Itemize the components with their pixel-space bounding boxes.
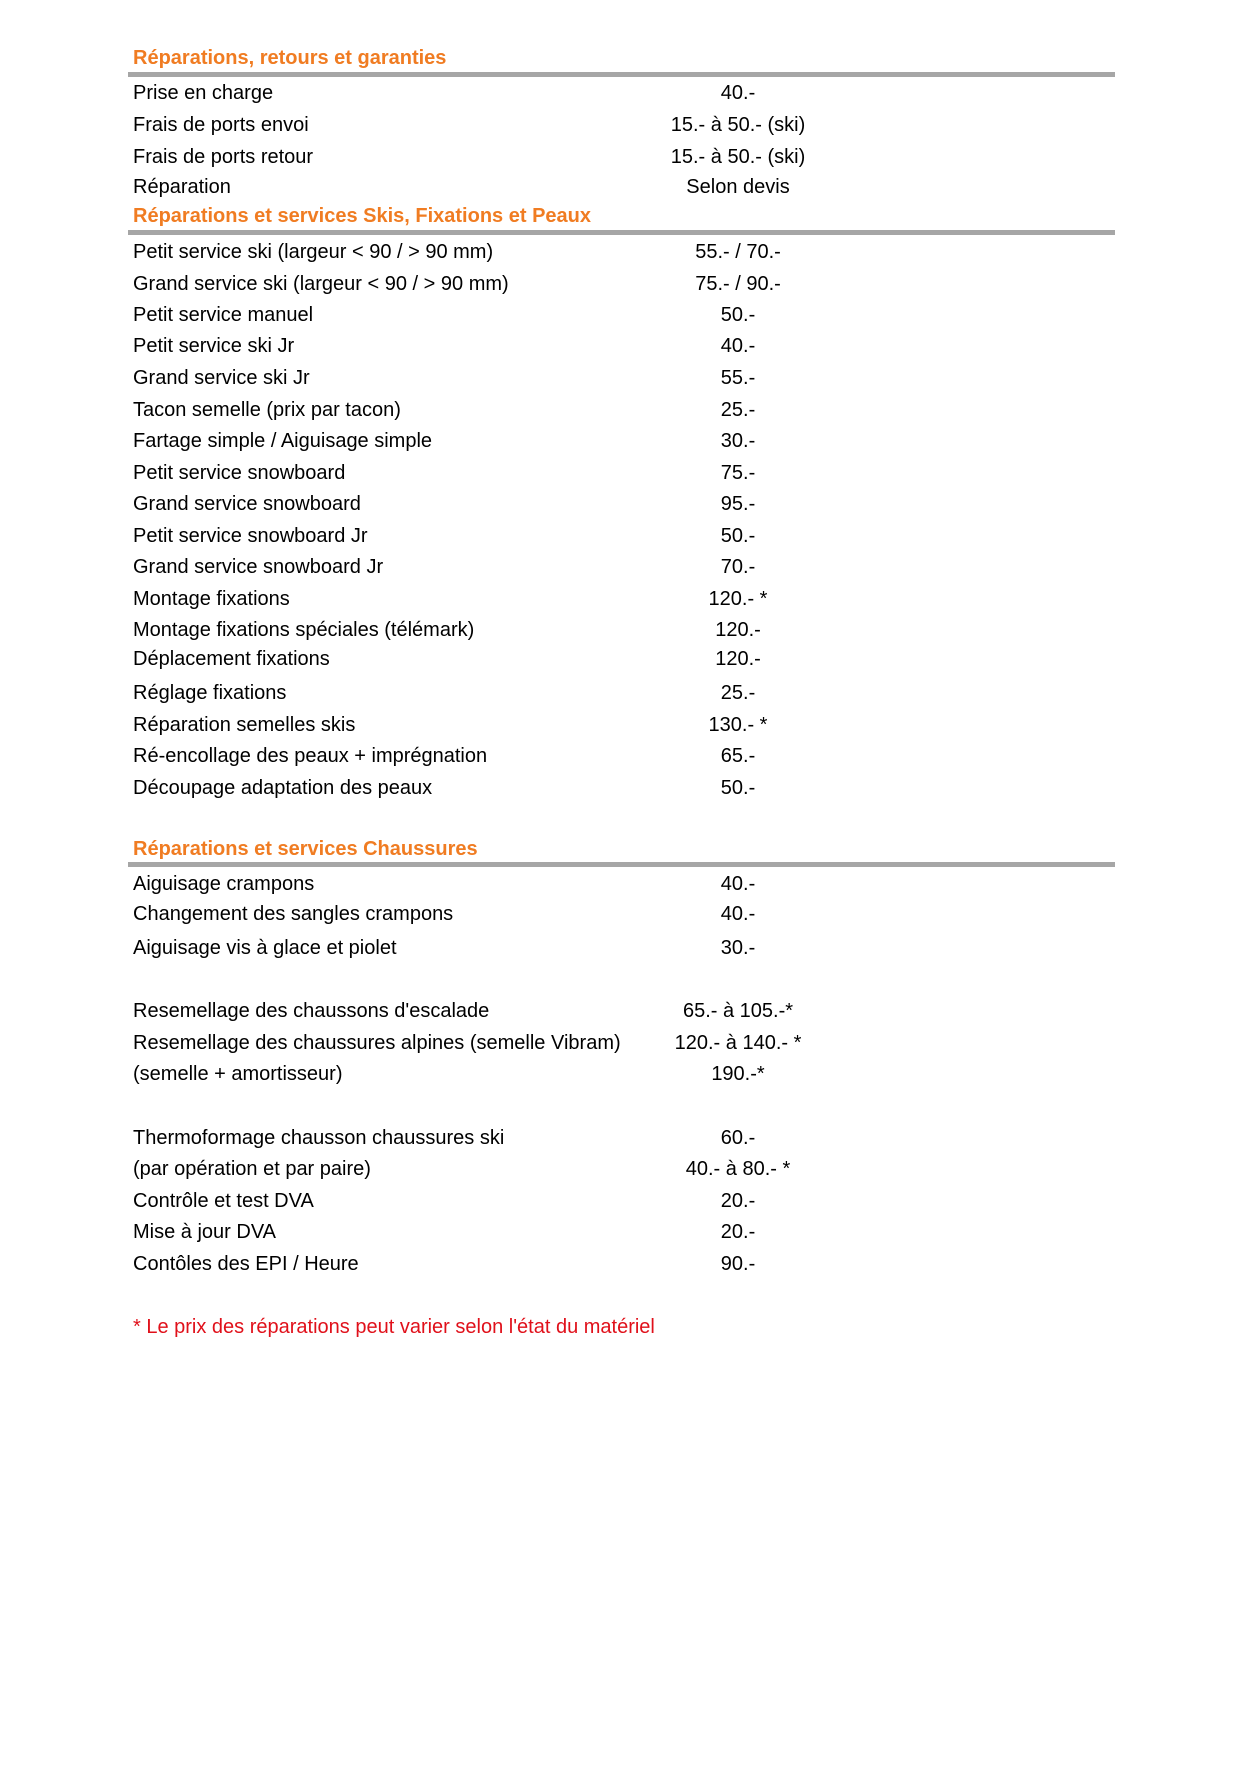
service-label: Fartage simple / Aiguisage simple [133,430,433,452]
service-price: 15.- à 50.- (ski) [670,114,806,136]
service-price: 55.- / 70.- [695,241,781,263]
service-price: 50.- [720,304,756,326]
service-label: Petit service manuel [133,304,314,326]
service-label: Réparation [133,176,231,198]
price-row [0,646,1259,672]
service-label: Grand service ski Jr [133,367,310,389]
price-row [0,80,1259,106]
service-label: (semelle + amortisseur) [133,1063,343,1085]
service-price: 75.- [720,462,756,484]
service-label: Petit service snowboard Jr [133,525,368,547]
service-label: Aiguisage vis à glace et piolet [133,937,397,959]
price-row [0,1061,1259,1087]
price-row [0,491,1259,517]
price-row [0,554,1259,580]
service-price: 40.- à 80.- * [685,1158,791,1180]
price-row [0,1156,1259,1182]
service-price: 15.- à 50.- (ski) [670,146,806,168]
price-row [0,428,1259,454]
service-label: Thermoformage chausson chaussures ski [133,1127,505,1149]
service-price: 90.- [720,1253,756,1275]
price-row [0,112,1259,138]
service-label: Grand service snowboard [133,493,361,515]
price-row [0,871,1259,897]
section-divider [128,230,1115,235]
service-price: 120.- [715,648,761,670]
service-price: 120.- [715,619,761,641]
price-row [0,1188,1259,1214]
price-row [0,1030,1259,1056]
price-row [0,998,1259,1024]
price-row [0,397,1259,423]
service-price: 25.- [720,682,756,704]
price-row [0,271,1259,297]
price-row [0,174,1259,200]
price-row [0,680,1259,706]
service-label: Réparation semelles skis [133,714,356,736]
service-label: Contôles des EPI / Heure [133,1253,359,1275]
price-row [0,1251,1259,1277]
service-label: Déplacement fixations [133,648,330,670]
price-row [0,523,1259,549]
service-price: Selon devis [686,176,790,198]
service-label: Changement des sangles crampons [133,903,454,925]
price-row [0,333,1259,359]
price-row [0,365,1259,391]
service-label: Réglage fixations [133,682,287,704]
service-label: Grand service ski (largeur < 90 / > 90 mm) [133,273,509,295]
service-price: 50.- [720,777,756,799]
service-price: 30.- [720,430,756,452]
price-row [0,239,1259,265]
service-label: (par opération et par paire) [133,1158,371,1180]
service-price: 65.- [720,745,756,767]
section-title: Réparations, retours et garanties [133,47,447,69]
price-row [0,901,1259,927]
section-title: Réparations et services Chaussures [133,838,478,860]
service-price: 65.- à 105.-* [682,1000,794,1022]
service-label: Resemellage des chaussons d'escalade [133,1000,490,1022]
price-row [0,775,1259,801]
service-price: 20.- [720,1221,756,1243]
service-label: Resemellage des chaussures alpines (semelle Vibram) [133,1032,621,1054]
price-row [0,743,1259,769]
service-price: 70.- [720,556,756,578]
service-label: Découpage adaptation des peaux [133,777,433,799]
service-price: 190.-* [711,1063,765,1085]
service-price: 120.- * [708,588,768,610]
service-price: 30.- [720,937,756,959]
footnote: * Le prix des réparations peut varier selon l'état du matériel [133,1316,655,1338]
service-price: 55.- [720,367,756,389]
service-label: Contrôle et test DVA [133,1190,314,1212]
service-price: 40.- [720,873,756,895]
service-price: 120.- à 140.- * [674,1032,802,1054]
service-price: 40.- [720,82,756,104]
service-label: Montage fixations spéciales (télémark) [133,619,475,641]
service-price: 130.- * [708,714,768,736]
service-label: Grand service snowboard Jr [133,556,384,578]
service-label: Petit service ski (largeur < 90 / > 90 mm) [133,241,494,263]
price-row [0,712,1259,738]
price-row [0,1125,1259,1151]
service-label: Mise à jour DVA [133,1221,277,1243]
service-label: Frais de ports retour [133,146,314,168]
service-label: Frais de ports envoi [133,114,309,136]
service-label: Montage fixations [133,588,290,610]
service-price: 40.- [720,903,756,925]
price-row [0,1219,1259,1245]
price-row [0,935,1259,961]
service-label: Prise en charge [133,82,274,104]
service-price: 50.- [720,525,756,547]
price-row [0,460,1259,486]
service-price: 95.- [720,493,756,515]
service-label: Aiguisage crampons [133,873,315,895]
service-price: 75.- / 90.- [695,273,781,295]
price-row [0,144,1259,170]
service-label: Petit service ski Jr [133,335,295,357]
section-title: Réparations et services Skis, Fixations et Peaux [133,205,591,227]
service-label: Tacon semelle (prix par tacon) [133,399,401,421]
service-price: 60.- [720,1127,756,1149]
section-divider [128,72,1115,77]
section-divider [128,862,1115,867]
price-row [0,617,1259,643]
price-row [0,302,1259,328]
service-label: Ré-encollage des peaux + imprégnation [133,745,488,767]
service-price: 25.- [720,399,756,421]
service-price: 20.- [720,1190,756,1212]
price-row [0,586,1259,612]
service-price: 40.- [720,335,756,357]
service-label: Petit service snowboard [133,462,346,484]
